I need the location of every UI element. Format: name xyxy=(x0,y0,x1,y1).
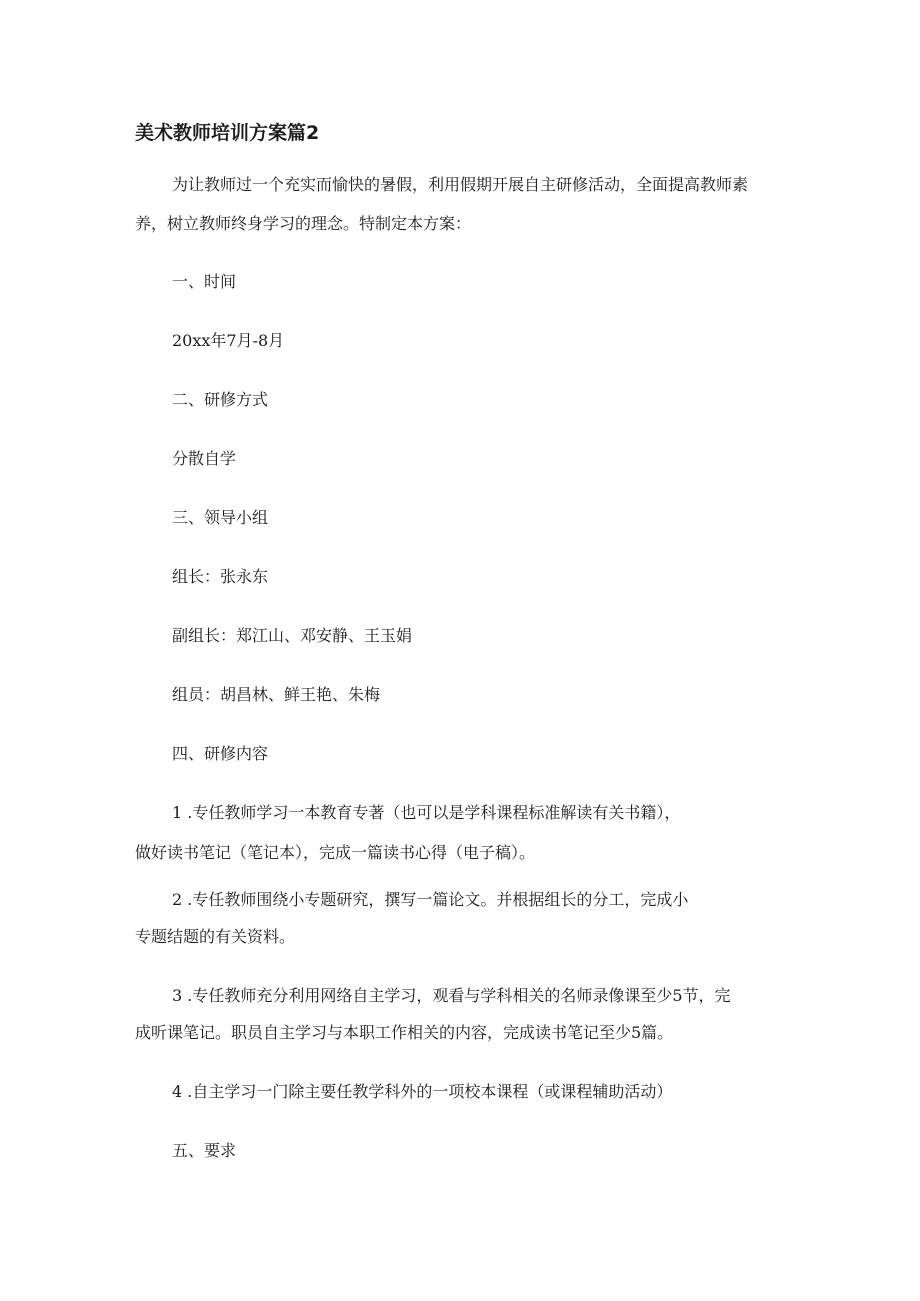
section-method-content: 分散自学 xyxy=(172,449,237,468)
content-item-1-line-2: 做好读书笔记（笔记本），完成一篇读书心得（电子稿）。 xyxy=(135,843,536,862)
document-title: 美术教师培训方案篇2 xyxy=(135,122,320,144)
section-requirements-heading: 五、要求 xyxy=(172,1141,237,1160)
group-leader: 组长：张永东 xyxy=(172,567,269,586)
content-item-3-line-2: 成听课笔记。职员自主学习与本职工作相关的内容，完成读书笔记至少5篇。 xyxy=(135,1023,674,1042)
content-item-2-line-2: 专题结题的有关资料。 xyxy=(135,927,296,946)
section-content-heading: 四、研修内容 xyxy=(172,744,269,763)
section-time-content: 20xx年7月-8月 xyxy=(172,331,285,350)
section-method-heading: 二、研修方式 xyxy=(172,390,269,409)
group-vice-leaders: 副组长：郑江山、邓安静、王玉娟 xyxy=(172,626,413,645)
section-time-heading: 一、时间 xyxy=(172,272,237,291)
group-members: 组员：胡昌林、鲜王艳、朱梅 xyxy=(172,685,381,704)
content-item-1-line-1: 1 .专任教师学习一本教育专著（也可以是学科课程标准解读有关书籍）， xyxy=(172,803,681,822)
intro-line-1: 为让教师过一个充实而愉快的暑假，利用假期开展自主研修活动，全面提高教师素 xyxy=(172,175,749,194)
content-item-2-line-1: 2 .专任教师围绕小专题研究，撰写一篇论文。并根据组长的分工，完成小 xyxy=(172,890,689,909)
intro-line-2: 养，树立教师终身学习的理念。特制定本方案： xyxy=(135,214,472,233)
section-group-heading: 三、领导小组 xyxy=(172,508,269,527)
content-item-3-line-1: 3 .专任教师充分利用网络自主学习，观看与学科相关的名师录像课至少5节，完 xyxy=(172,986,731,1005)
content-item-4-line-1: 4 .自主学习一门除主要任教学科外的一项校本课程（或课程辅助活动） xyxy=(172,1082,673,1101)
